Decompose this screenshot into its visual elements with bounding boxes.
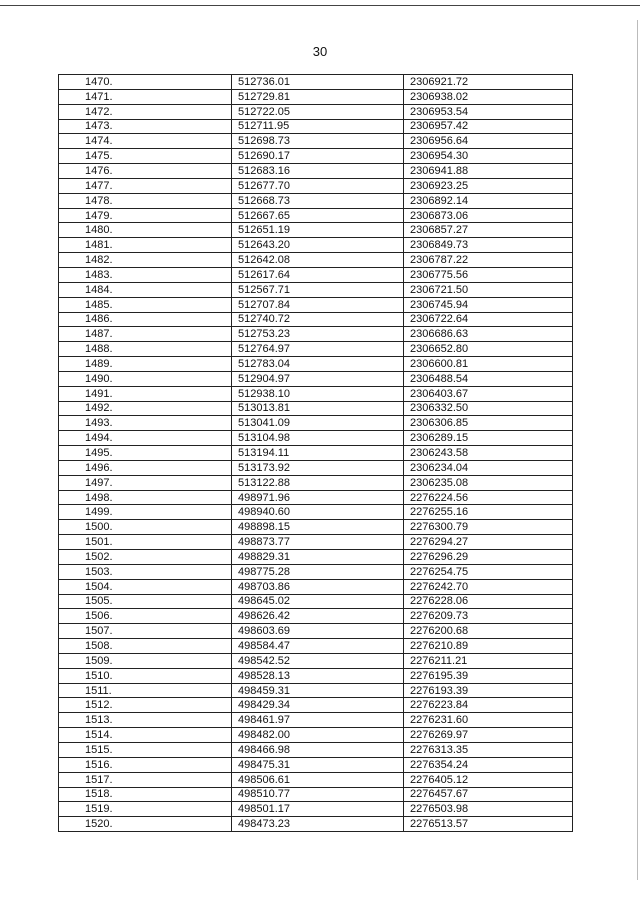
x-coordinate-cell: 498626.42 — [232, 609, 404, 624]
table-row — [59, 490, 573, 505]
table-row — [59, 253, 573, 268]
x-coordinate-cell: 512567.71 — [232, 282, 404, 297]
table-row — [59, 460, 573, 475]
x-coordinate-cell: 498473.23 — [232, 817, 404, 832]
point-number-cell: 1507. — [59, 624, 232, 639]
x-coordinate-cell: 512690.17 — [232, 149, 404, 164]
point-number-cell: 1514. — [59, 728, 232, 743]
x-coordinate-cell: 512707.84 — [232, 297, 404, 312]
point-number-cell: 1508. — [59, 639, 232, 654]
x-coordinate-cell: 513194.11 — [232, 446, 404, 461]
y-coordinate-cell: 2306849.73 — [404, 238, 573, 253]
x-coordinate-cell: 512698.73 — [232, 134, 404, 149]
page-right-edge — [637, 20, 638, 880]
y-coordinate-cell: 2276211.21 — [404, 653, 573, 668]
y-coordinate-cell: 2276228.06 — [404, 594, 573, 609]
page-number: 30 — [312, 44, 328, 59]
y-coordinate-cell: 2306243.58 — [404, 446, 573, 461]
x-coordinate-cell: 512617.64 — [232, 267, 404, 282]
x-coordinate-cell: 498703.86 — [232, 579, 404, 594]
table-row — [59, 371, 573, 386]
y-coordinate-cell: 2306721.50 — [404, 282, 573, 297]
y-coordinate-cell: 2276254.75 — [404, 564, 573, 579]
table-row — [59, 267, 573, 282]
x-coordinate-cell: 512764.97 — [232, 342, 404, 357]
point-number-cell: 1486. — [59, 312, 232, 327]
x-coordinate-cell: 512736.01 — [232, 75, 404, 90]
table-row — [59, 312, 573, 327]
x-coordinate-cell: 498971.96 — [232, 490, 404, 505]
x-coordinate-cell: 512667.65 — [232, 208, 404, 223]
y-coordinate-cell: 2306652.80 — [404, 342, 573, 357]
x-coordinate-cell: 512783.04 — [232, 357, 404, 372]
y-coordinate-cell: 2276354.24 — [404, 757, 573, 772]
x-coordinate-cell: 512677.70 — [232, 178, 404, 193]
table-row — [59, 119, 573, 134]
table-row — [59, 416, 573, 431]
x-coordinate-cell: 498940.60 — [232, 505, 404, 520]
x-coordinate-cell: 512753.23 — [232, 327, 404, 342]
point-number-cell: 1494. — [59, 431, 232, 446]
table-row — [59, 89, 573, 104]
x-coordinate-cell: 513173.92 — [232, 460, 404, 475]
point-number-cell: 1503. — [59, 564, 232, 579]
point-number-cell: 1516. — [59, 757, 232, 772]
point-number-cell: 1512. — [59, 698, 232, 713]
table-row — [59, 342, 573, 357]
point-number-cell: 1489. — [59, 357, 232, 372]
point-number-cell: 1519. — [59, 802, 232, 817]
table-row — [59, 164, 573, 179]
x-coordinate-cell: 512711.95 — [232, 119, 404, 134]
x-coordinate-cell: 512740.72 — [232, 312, 404, 327]
x-coordinate-cell: 512938.10 — [232, 386, 404, 401]
point-number-cell: 1498. — [59, 490, 232, 505]
y-coordinate-cell: 2306235.08 — [404, 475, 573, 490]
point-number-cell: 1492. — [59, 401, 232, 416]
table-row — [59, 178, 573, 193]
y-coordinate-cell: 2276503.98 — [404, 802, 573, 817]
table-row — [59, 594, 573, 609]
y-coordinate-cell: 2276405.12 — [404, 772, 573, 787]
point-number-cell: 1482. — [59, 253, 232, 268]
x-coordinate-cell: 512683.16 — [232, 164, 404, 179]
table-row — [59, 223, 573, 238]
y-coordinate-cell: 2276300.79 — [404, 520, 573, 535]
table-row — [59, 149, 573, 164]
x-coordinate-cell: 498429.34 — [232, 698, 404, 713]
table-row — [59, 134, 573, 149]
x-coordinate-cell: 513013.81 — [232, 401, 404, 416]
x-coordinate-cell: 498475.31 — [232, 757, 404, 772]
table-row — [59, 208, 573, 223]
point-number-cell: 1496. — [59, 460, 232, 475]
y-coordinate-cell: 2306941.88 — [404, 164, 573, 179]
point-number-cell: 1474. — [59, 134, 232, 149]
x-coordinate-cell: 498482.00 — [232, 728, 404, 743]
table-row — [59, 282, 573, 297]
y-coordinate-cell: 2276200.68 — [404, 624, 573, 639]
page-top-border — [0, 5, 640, 6]
x-coordinate-cell: 498603.69 — [232, 624, 404, 639]
point-number-cell: 1480. — [59, 223, 232, 238]
point-number-cell: 1493. — [59, 416, 232, 431]
table-row — [59, 505, 573, 520]
x-coordinate-cell: 498510.77 — [232, 787, 404, 802]
x-coordinate-cell: 498528.13 — [232, 668, 404, 683]
point-number-cell: 1491. — [59, 386, 232, 401]
y-coordinate-cell: 2276224.56 — [404, 490, 573, 505]
y-coordinate-cell: 2306289.15 — [404, 431, 573, 446]
table-row — [59, 653, 573, 668]
point-number-cell: 1520. — [59, 817, 232, 832]
y-coordinate-cell: 2306953.54 — [404, 104, 573, 119]
x-coordinate-cell: 512904.97 — [232, 371, 404, 386]
point-number-cell: 1484. — [59, 282, 232, 297]
y-coordinate-cell: 2276231.60 — [404, 713, 573, 728]
y-coordinate-cell: 2306403.67 — [404, 386, 573, 401]
table-row — [59, 75, 573, 90]
table-row — [59, 535, 573, 550]
y-coordinate-cell: 2306892.14 — [404, 193, 573, 208]
table-row — [59, 327, 573, 342]
y-coordinate-cell: 2306488.54 — [404, 371, 573, 386]
table-row — [59, 728, 573, 743]
x-coordinate-cell: 512729.81 — [232, 89, 404, 104]
point-number-cell: 1518. — [59, 787, 232, 802]
point-number-cell: 1490. — [59, 371, 232, 386]
point-number-cell: 1515. — [59, 742, 232, 757]
table-row — [59, 802, 573, 817]
table-row — [59, 193, 573, 208]
y-coordinate-cell: 2306956.64 — [404, 134, 573, 149]
point-number-cell: 1478. — [59, 193, 232, 208]
point-number-cell: 1500. — [59, 520, 232, 535]
table-row — [59, 624, 573, 639]
y-coordinate-cell: 2276294.27 — [404, 535, 573, 550]
table-row — [59, 713, 573, 728]
y-coordinate-cell: 2306306.85 — [404, 416, 573, 431]
x-coordinate-cell: 498829.31 — [232, 550, 404, 565]
x-coordinate-cell: 498466.98 — [232, 742, 404, 757]
x-coordinate-cell: 498584.47 — [232, 639, 404, 654]
point-number-cell: 1511. — [59, 683, 232, 698]
y-coordinate-cell: 2276223.84 — [404, 698, 573, 713]
table-row — [59, 579, 573, 594]
y-coordinate-cell: 2276193.39 — [404, 683, 573, 698]
x-coordinate-cell: 498645.02 — [232, 594, 404, 609]
table-row — [59, 446, 573, 461]
point-number-cell: 1472. — [59, 104, 232, 119]
x-coordinate-cell: 498506.61 — [232, 772, 404, 787]
y-coordinate-cell: 2276269.97 — [404, 728, 573, 743]
y-coordinate-cell: 2306332.50 — [404, 401, 573, 416]
point-number-cell: 1487. — [59, 327, 232, 342]
x-coordinate-cell: 512722.05 — [232, 104, 404, 119]
y-coordinate-cell: 2306957.42 — [404, 119, 573, 134]
point-number-cell: 1509. — [59, 653, 232, 668]
point-number-cell: 1502. — [59, 550, 232, 565]
table-row — [59, 386, 573, 401]
point-number-cell: 1504. — [59, 579, 232, 594]
point-number-cell: 1488. — [59, 342, 232, 357]
x-coordinate-cell: 513104.98 — [232, 431, 404, 446]
table-row — [59, 564, 573, 579]
point-number-cell: 1476. — [59, 164, 232, 179]
point-number-cell: 1497. — [59, 475, 232, 490]
point-number-cell: 1477. — [59, 178, 232, 193]
y-coordinate-cell: 2276457.67 — [404, 787, 573, 802]
point-number-cell: 1475. — [59, 149, 232, 164]
y-coordinate-cell: 2276313.35 — [404, 742, 573, 757]
x-coordinate-cell: 498873.77 — [232, 535, 404, 550]
table-row — [59, 757, 573, 772]
x-coordinate-cell: 513122.88 — [232, 475, 404, 490]
table-row — [59, 683, 573, 698]
table-row — [59, 550, 573, 565]
y-coordinate-cell: 2306787.22 — [404, 253, 573, 268]
x-coordinate-cell: 498898.15 — [232, 520, 404, 535]
point-number-cell: 1517. — [59, 772, 232, 787]
point-number-cell: 1505. — [59, 594, 232, 609]
table-row — [59, 787, 573, 802]
y-coordinate-cell: 2306938.02 — [404, 89, 573, 104]
y-coordinate-cell: 2306745.94 — [404, 297, 573, 312]
table-row — [59, 742, 573, 757]
x-coordinate-cell: 512651.19 — [232, 223, 404, 238]
y-coordinate-cell: 2276513.57 — [404, 817, 573, 832]
point-number-cell: 1483. — [59, 267, 232, 282]
point-number-cell: 1513. — [59, 713, 232, 728]
y-coordinate-cell: 2276255.16 — [404, 505, 573, 520]
y-coordinate-cell: 2306686.63 — [404, 327, 573, 342]
coordinates-table-body — [59, 75, 573, 832]
point-number-cell: 1510. — [59, 668, 232, 683]
y-coordinate-cell: 2306857.27 — [404, 223, 573, 238]
y-coordinate-cell: 2306923.25 — [404, 178, 573, 193]
table-row — [59, 297, 573, 312]
table-row — [59, 104, 573, 119]
table-row — [59, 475, 573, 490]
table-row — [59, 609, 573, 624]
y-coordinate-cell: 2306775.56 — [404, 267, 573, 282]
table-row — [59, 668, 573, 683]
x-coordinate-cell: 512642.08 — [232, 253, 404, 268]
point-number-cell: 1499. — [59, 505, 232, 520]
y-coordinate-cell: 2306921.72 — [404, 75, 573, 90]
y-coordinate-cell: 2306722.64 — [404, 312, 573, 327]
y-coordinate-cell: 2306600.81 — [404, 357, 573, 372]
x-coordinate-cell: 498542.52 — [232, 653, 404, 668]
point-number-cell: 1481. — [59, 238, 232, 253]
point-number-cell: 1501. — [59, 535, 232, 550]
x-coordinate-cell: 512668.73 — [232, 193, 404, 208]
point-number-cell: 1470. — [59, 75, 232, 90]
table-row — [59, 698, 573, 713]
table-row — [59, 772, 573, 787]
y-coordinate-cell: 2306234.04 — [404, 460, 573, 475]
x-coordinate-cell: 498775.28 — [232, 564, 404, 579]
x-coordinate-cell: 498501.17 — [232, 802, 404, 817]
x-coordinate-cell: 498461.97 — [232, 713, 404, 728]
y-coordinate-cell: 2306954.30 — [404, 149, 573, 164]
point-number-cell: 1485. — [59, 297, 232, 312]
y-coordinate-cell: 2276209.73 — [404, 609, 573, 624]
point-number-cell: 1495. — [59, 446, 232, 461]
y-coordinate-cell: 2276296.29 — [404, 550, 573, 565]
y-coordinate-cell: 2276210.89 — [404, 639, 573, 654]
table-row — [59, 520, 573, 535]
table-row — [59, 431, 573, 446]
coordinates-table — [58, 74, 573, 832]
x-coordinate-cell: 513041.09 — [232, 416, 404, 431]
y-coordinate-cell: 2306873.06 — [404, 208, 573, 223]
y-coordinate-cell: 2276242.70 — [404, 579, 573, 594]
point-number-cell: 1506. — [59, 609, 232, 624]
point-number-cell: 1473. — [59, 119, 232, 134]
x-coordinate-cell: 512643.20 — [232, 238, 404, 253]
table-row — [59, 238, 573, 253]
table-row — [59, 357, 573, 372]
point-number-cell: 1471. — [59, 89, 232, 104]
table-row — [59, 639, 573, 654]
x-coordinate-cell: 498459.31 — [232, 683, 404, 698]
table-row — [59, 817, 573, 832]
table-row — [59, 401, 573, 416]
y-coordinate-cell: 2276195.39 — [404, 668, 573, 683]
point-number-cell: 1479. — [59, 208, 232, 223]
